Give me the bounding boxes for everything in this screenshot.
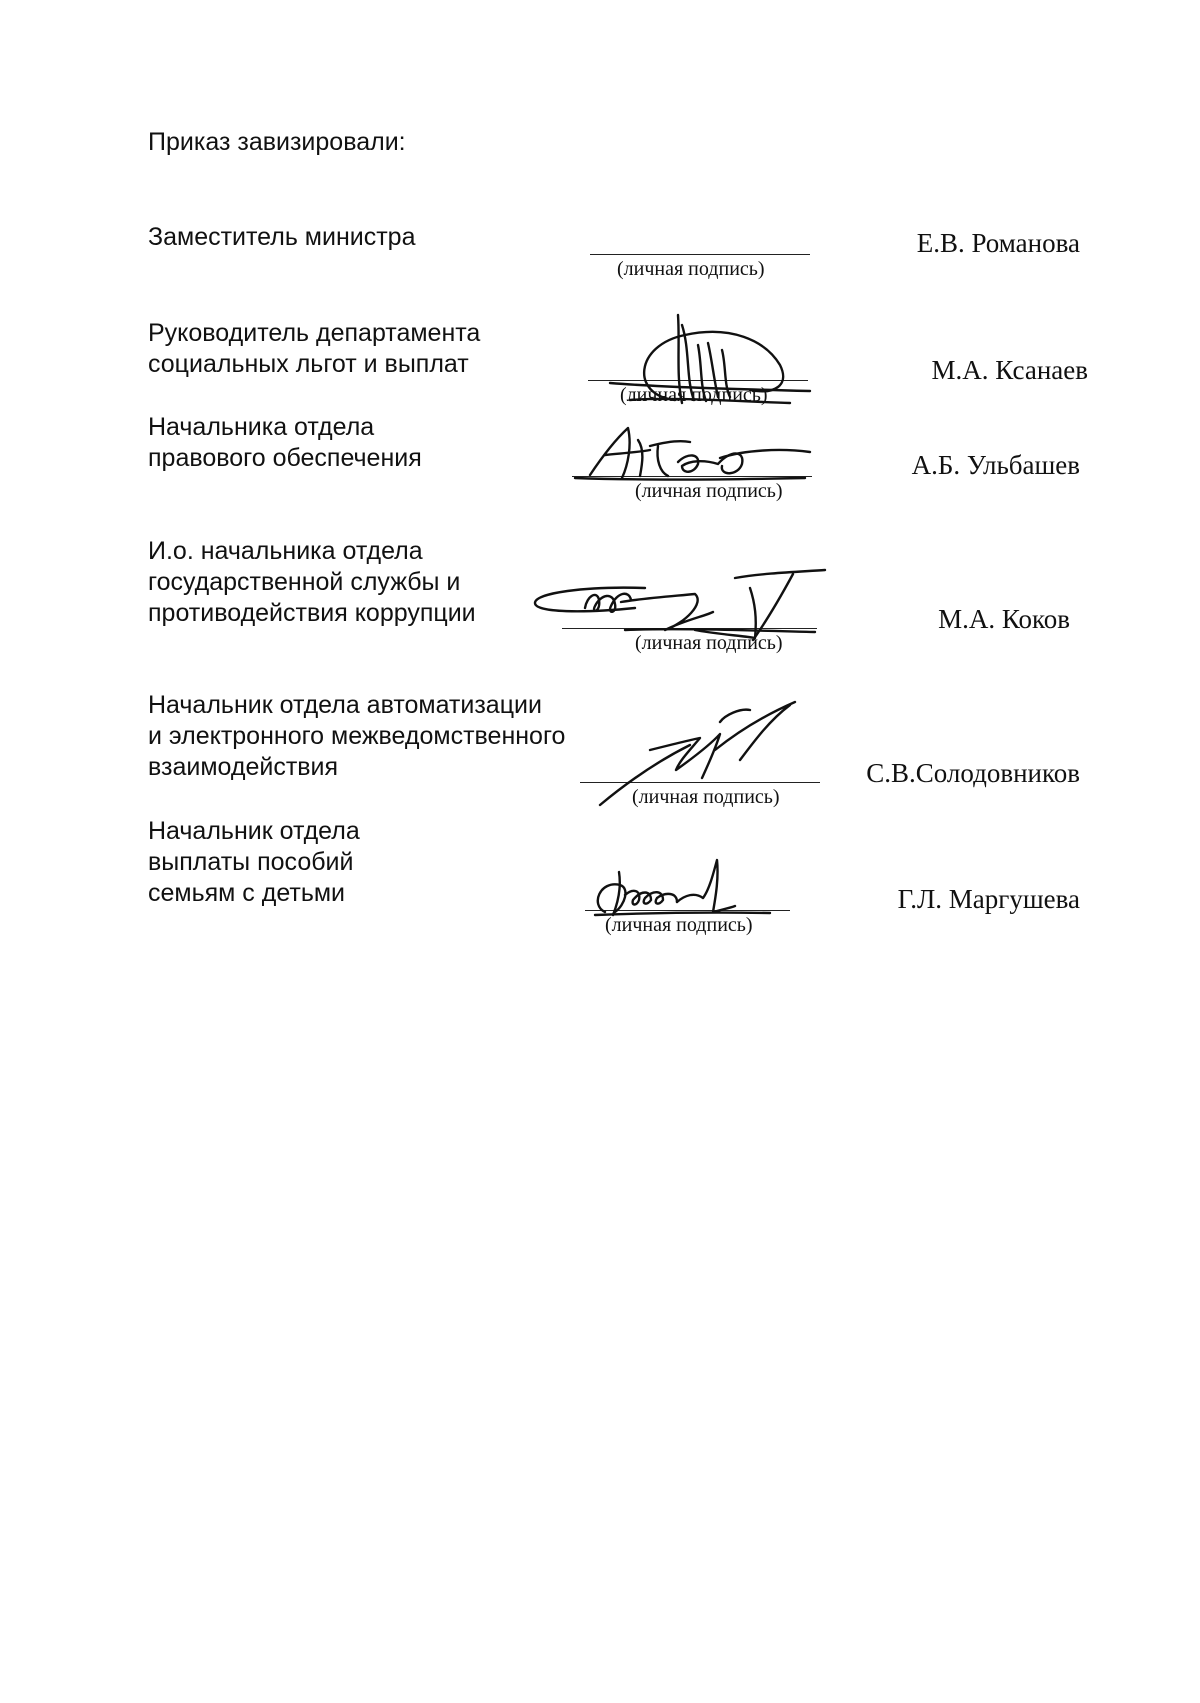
position-line: Руководитель департамента: [148, 319, 481, 347]
position-line: социальных льгот и выплат: [148, 350, 469, 378]
position-line: И.о. начальника отдела: [148, 537, 423, 565]
signatory-position: [148, 816, 360, 909]
position-line: Заместитель министра: [148, 223, 416, 251]
signatory-name: А.Б. Ульбашев: [911, 450, 1080, 480]
signature-caption: (личная подпись): [620, 384, 768, 406]
signatory-name: Е.В. Романова: [916, 228, 1080, 258]
signatory-position: [148, 412, 422, 474]
position-line: Начальник отдела автоматизации: [148, 691, 542, 719]
handwritten-signature: [590, 700, 820, 810]
position-line: выплаты пособий: [148, 848, 354, 876]
position-line: Начальник отдела: [148, 817, 360, 845]
signatory-position: [148, 536, 476, 629]
position-line: противодействия коррупции: [148, 599, 476, 627]
signatory-name: Г.Л. Маргушева: [897, 884, 1080, 914]
signatory-position: [148, 690, 565, 783]
signature-line: [590, 254, 810, 255]
signature-caption: (личная подпись): [617, 258, 765, 280]
signatory-name: М.А. Коков: [938, 604, 1070, 634]
signature-caption: (личная подпись): [635, 480, 783, 502]
position-line: и электронного межведомственного: [148, 722, 566, 750]
handwritten-signature: [590, 305, 820, 415]
signature-caption: (личная подпись): [632, 786, 780, 808]
position-line: правового обеспечения: [148, 444, 422, 472]
position-line: Начальника отдела: [148, 413, 375, 441]
handwritten-signature: [585, 850, 785, 930]
document-heading: Приказ завизировали:: [148, 128, 406, 156]
position-line: взаимодействия: [148, 753, 339, 781]
signatory-name: С.В.Солодовников: [866, 758, 1080, 788]
position-line: семьям с детьми: [148, 879, 346, 907]
signatory-position: [148, 222, 416, 253]
position-line: государственной службы и: [148, 568, 461, 596]
signature-caption: (личная подпись): [635, 632, 783, 654]
signatory-name: М.А. Ксанаев: [931, 355, 1088, 385]
handwritten-signature: [570, 420, 820, 490]
signatory-position: [148, 318, 480, 380]
signature-caption: (личная подпись): [605, 914, 753, 936]
